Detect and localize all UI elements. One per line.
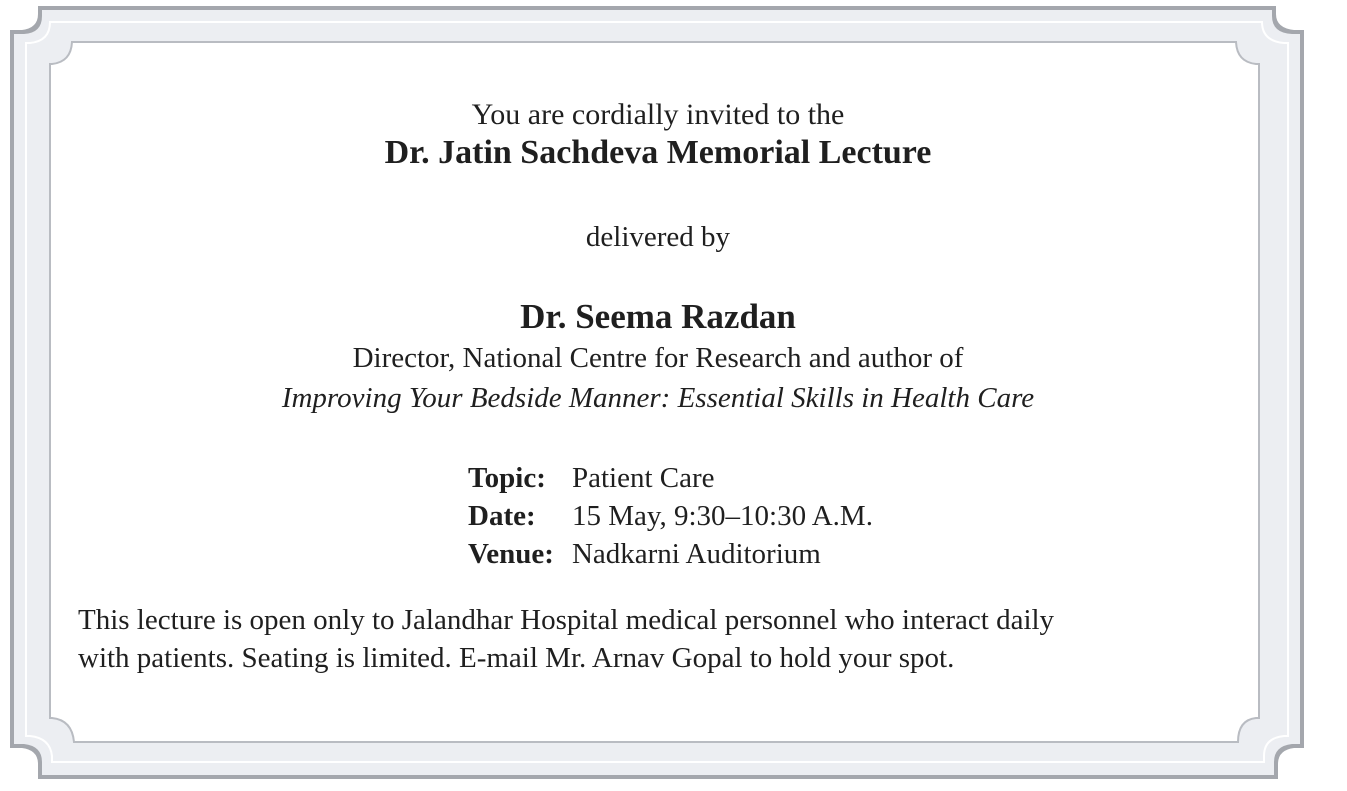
detail-row-venue	[468, 535, 873, 573]
date-value: 15 May, 9:30–10:30 A.M.	[571, 500, 873, 532]
attendance-notice	[78, 601, 1258, 677]
topic-label: Topic:	[468, 462, 546, 494]
notice-line-2: with patients. Seating is limited. E-mail Mr. Arnav Gopal to hold your spot.	[78, 642, 955, 674]
venue-value: Nadkarni Auditorium	[571, 538, 821, 570]
invitation-intro: You are cordially invited to the	[471, 98, 845, 131]
detail-row-topic	[468, 459, 873, 497]
detail-row-date	[468, 497, 873, 535]
event-title: Dr. Jatin Sachdeva Memorial Lecture	[384, 134, 932, 171]
event-details	[468, 459, 873, 573]
invitation-card	[60, 0, 1256, 791]
date-label: Date:	[468, 500, 536, 532]
delivered-by-text: delivered by	[585, 221, 731, 253]
speaker-name: Dr. Seema Razdan	[520, 297, 796, 336]
venue-label: Venue:	[468, 538, 554, 570]
topic-value: Patient Care	[571, 462, 715, 494]
notice-line-1: This lecture is open only to Jalandhar Hospital medical personnel who interact daily	[78, 604, 1055, 636]
speaker-role: Director, National Centre for Research and author of	[352, 342, 964, 374]
book-title: Improving Your Bedside Manner: Essential Skills in Health Care	[281, 382, 1035, 414]
